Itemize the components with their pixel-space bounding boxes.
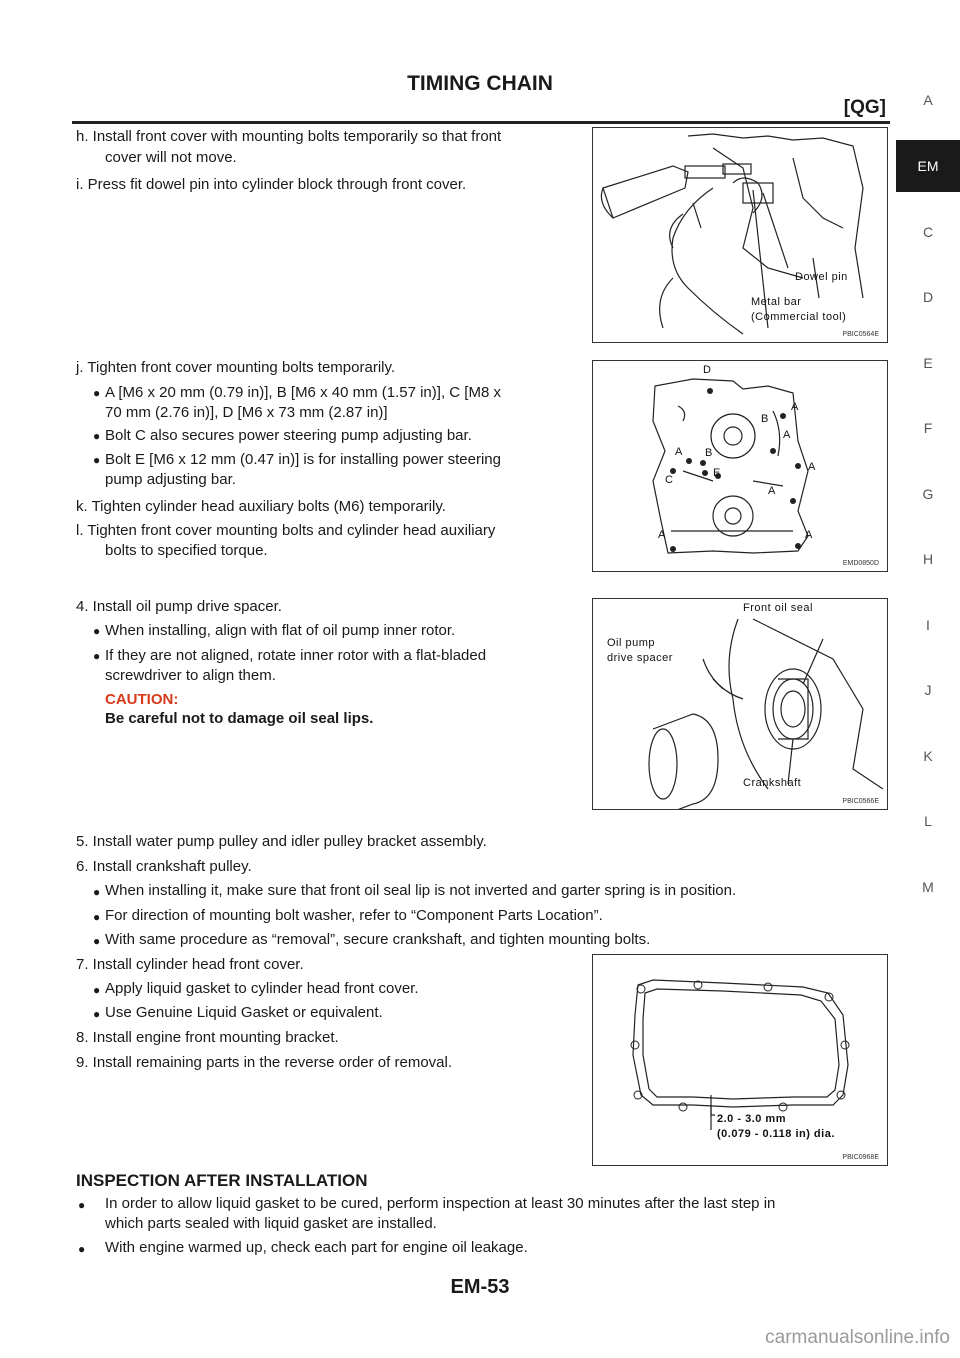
step-h-cont: cover will not move. — [105, 149, 237, 166]
label-bolt-b: B — [761, 413, 769, 425]
page-number: EM-53 — [450, 1276, 510, 1298]
bullet-icon: ● — [93, 934, 101, 948]
page-title: TIMING CHAIN — [407, 72, 553, 95]
step-6-seal-lip: When installing it, make sure that front oil seal lip is not inverted and garter spring is in position. — [105, 882, 737, 899]
index-tab-a[interactable]: A — [923, 92, 933, 108]
index-tab-l[interactable]: L — [924, 813, 932, 829]
label-oil-pump: Oil pump — [607, 637, 656, 649]
bullet-icon: ● — [78, 1242, 86, 1256]
figure-oil-pump-spacer — [592, 598, 888, 810]
step-7-apply-gasket: Apply liquid gasket to cylinder head front cover. — [105, 980, 419, 997]
step-9: 9. Install remaining parts in the reverse order of removal. — [76, 1054, 453, 1071]
inspection-cure-time-cont: which parts sealed with liquid gasket are installed. — [105, 1215, 437, 1232]
bullet-icon: ● — [93, 624, 101, 638]
label-dowel-pin: Dowel pin — [795, 271, 848, 283]
bullet-icon: ● — [93, 649, 101, 663]
step-4-rotate-cont: screwdriver to align them. — [105, 667, 276, 684]
step-8: 8. Install engine front mounting bracket. — [76, 1029, 339, 1046]
inspection-heading: INSPECTION AFTER INSTALLATION — [76, 1171, 368, 1190]
label-metal-bar: Metal bar — [751, 296, 802, 308]
label-bolt-a: A — [783, 429, 791, 441]
step-4-rotate: If they are not aligned, rotate inner rotor with a flat-bladed — [105, 647, 487, 664]
step-l: l. Tighten front cover mounting bolts and cylinder head auxiliary — [76, 522, 496, 539]
section-code: [QG] — [843, 97, 886, 118]
step-j-bolt-sizes-cont: 70 mm (2.76 in)], D [M6 x 73 mm (2.87 in)] — [105, 404, 388, 421]
step-4-align: When installing, align with flat of oil pump inner rotor. — [105, 622, 456, 639]
bullet-icon: ● — [93, 429, 101, 443]
bullet-icon: ● — [93, 983, 101, 997]
bullet-icon: ● — [93, 386, 101, 400]
index-tab-j[interactable]: J — [924, 682, 932, 698]
step-6-tighten: With same procedure as “removal”, secure crankshaft, and tighten mounting bolts. — [105, 931, 651, 948]
figure-code: PBIC0564E — [842, 331, 879, 338]
index-tab-c[interactable]: C — [922, 223, 934, 240]
step-4: 4. Install oil pump drive spacer. — [76, 598, 282, 615]
figure-code: EMD0850D — [842, 560, 879, 567]
bullet-icon: ● — [93, 1007, 101, 1021]
step-k: k. Tighten cylinder head auxiliary bolts (M6) temporarily. — [76, 498, 446, 515]
step-j-bolt-e: Bolt E [M6 x 12 mm (0.47 in)] is for installing power steering — [105, 451, 501, 468]
label-front-oil-seal: Front oil seal — [743, 602, 813, 614]
index-tab-i[interactable]: I — [926, 616, 930, 633]
label-bolt-a: A — [805, 529, 813, 541]
oil-pump-spacer-illustration — [593, 599, 887, 809]
caution-heading: CAUTION: — [105, 691, 179, 708]
label-bolt-a: A — [768, 485, 776, 497]
step-h: h. Install front cover with mounting bolts temporarily so that front — [76, 128, 502, 145]
bullet-icon: ● — [93, 910, 101, 924]
label-bead-width: 2.0 - 3.0 mm — [717, 1113, 786, 1125]
figure-dowel-pin — [592, 127, 888, 343]
label-bolt-a: A — [675, 446, 683, 458]
index-tab-h[interactable]: H — [922, 551, 934, 567]
label-bead-width-inches: (0.079 - 0.118 in) dia. — [717, 1128, 835, 1140]
index-tab-em[interactable]: EM — [896, 140, 960, 192]
figure-front-cover-bolts — [592, 360, 888, 572]
bullet-icon: ● — [78, 1198, 86, 1212]
index-tab-d[interactable]: D — [922, 289, 934, 305]
step-6-washer: For direction of mounting bolt washer, refer to “Component Parts Location”. — [105, 907, 603, 924]
inspection-cure-time: In order to allow liquid gasket to be cured, perform inspection at least 30 minutes after the last step in — [105, 1195, 776, 1212]
bullet-icon: ● — [93, 453, 101, 467]
figure-liquid-gasket — [592, 954, 888, 1166]
figure-code: PBIC0566E — [842, 798, 879, 805]
header-rule — [72, 121, 890, 124]
label-crankshaft: Crankshaft — [743, 777, 802, 789]
step-l-cont: bolts to specified torque. — [105, 542, 268, 559]
section-index — [896, 88, 960, 940]
step-j-bolt-e-cont: pump adjusting bar. — [105, 471, 236, 488]
label-bolt-d: D — [703, 364, 712, 376]
label-commercial-tool: (Commercial tool) — [751, 311, 847, 323]
step-5: 5. Install water pump pulley and idler pulley bracket assembly. — [76, 833, 487, 850]
step-7: 7. Install cylinder head front cover. — [76, 956, 304, 973]
figure-code: PBIC0968E — [842, 1154, 879, 1161]
label-bolt-c: C — [665, 474, 674, 486]
index-tab-m[interactable]: M — [922, 878, 934, 895]
label-bolt-a: A — [808, 461, 816, 473]
label-drive-spacer: drive spacer — [607, 652, 673, 664]
label-bolt-b: B — [705, 447, 713, 459]
step-7-genuine-gasket: Use Genuine Liquid Gasket or equivalent. — [105, 1004, 383, 1021]
bullet-icon: ● — [93, 885, 101, 899]
step-i: i. Press fit dowel pin into cylinder block through front cover. — [76, 176, 467, 193]
label-bolt-a: A — [791, 401, 799, 413]
index-tab-f[interactable]: F — [923, 420, 933, 436]
step-j-bolt-sizes: A [M6 x 20 mm (0.79 in)], B [M6 x 40 mm (1.57 in)], C [M8 x — [105, 384, 501, 401]
step-j-bolt-c: Bolt C also secures power steering pump adjusting bar. — [105, 427, 472, 444]
caution-text: Be careful not to damage oil seal lips. — [105, 710, 374, 727]
label-bolt-e: E — [713, 467, 721, 479]
front-cover-illustration — [593, 361, 887, 571]
label-bolt-a: A — [658, 529, 666, 541]
index-tab-e[interactable]: E — [923, 354, 933, 371]
index-tab-g[interactable]: G — [922, 485, 934, 502]
step-6: 6. Install crankshaft pulley. — [76, 858, 252, 875]
index-tab-k[interactable]: K — [923, 747, 933, 764]
step-j: j. Tighten front cover mounting bolts temporarily. — [76, 359, 396, 376]
dowel-pin-illustration — [593, 128, 887, 342]
inspection-leak-check: With engine warmed up, check each part for engine oil leakage. — [105, 1239, 528, 1256]
watermark: carmanualsonline.info — [765, 1327, 950, 1348]
